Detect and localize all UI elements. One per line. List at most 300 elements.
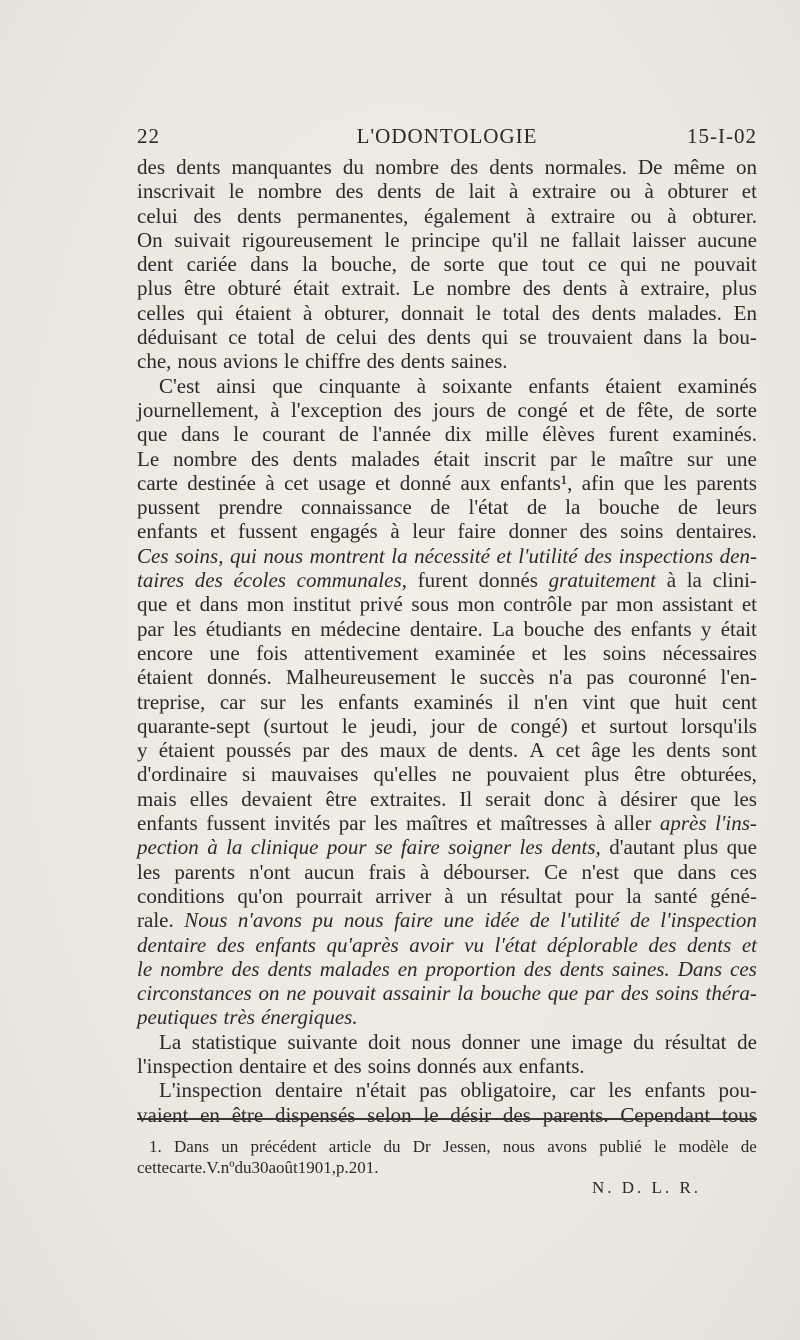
word: Le [412,276,435,301]
word: afin [581,470,615,495]
word: y [700,616,712,641]
word: qui [620,252,647,277]
word: De [637,155,663,179]
word: maîtresses [500,811,588,836]
word: malades [350,446,420,471]
word: de [677,495,698,520]
word: sont [721,738,757,763]
word: à [444,883,454,908]
word: prendre [218,495,283,520]
word: aux [482,1053,513,1078]
word: montrent [309,543,385,568]
word: résultat [500,883,563,908]
word: vaient [137,1102,189,1127]
word: dents, [551,835,601,860]
text-line [137,155,757,179]
word: de [526,495,547,520]
word: une [530,1029,561,1054]
word: suivante [287,1029,358,1054]
word: le [590,446,606,471]
word: théra- [705,981,757,1006]
word: idée [484,908,520,933]
word: les [374,811,398,836]
word: elles [189,786,229,811]
word: la [565,495,581,520]
word: des [551,300,580,325]
word: et [580,713,597,738]
word: Ces [137,543,169,568]
word: principe [411,227,481,252]
text-line [137,738,757,762]
word: qu'il [491,227,529,252]
word: inscrit [483,446,537,471]
word: à [596,811,606,836]
word: de [430,495,451,520]
text-line [137,1103,757,1127]
word: enfants¹, [500,470,573,495]
word: avons [547,1137,587,1156]
word: aller [614,811,652,836]
word: jeudi, [370,713,418,738]
word: les [173,616,197,641]
word: était [433,446,470,471]
word: le [137,956,153,981]
word: y [137,738,148,763]
text-line [137,519,757,543]
word: dans [677,859,717,884]
word: maîtres [406,811,468,836]
word: en [397,956,418,981]
word: mauvaises [270,762,359,787]
word: 201. [348,1158,379,1177]
word: enfants [528,373,590,398]
word: nº [220,1158,235,1177]
word: des [523,956,552,981]
word: âge [591,738,621,763]
word: dents [292,446,338,471]
word: journellement, [137,397,259,422]
word: pas [419,1078,448,1103]
word: le [228,179,244,204]
word: des [450,155,479,179]
word: maître [619,446,674,471]
word: plus [721,276,757,301]
word: nombre [172,446,238,471]
text-line [137,1005,757,1029]
text-line [137,787,757,811]
word: dentaire [238,1053,307,1078]
running-title: L'ODONTOLOGIE [356,124,538,148]
word: l'exception [290,397,383,422]
word: que [272,373,303,398]
text-line [137,1054,757,1078]
text-line [137,957,757,981]
word: parents [174,859,236,884]
word: des [648,932,677,957]
text-line [137,617,757,641]
word: les [519,835,543,860]
word: qu'après [326,932,399,957]
word: de [529,908,550,933]
word: sorte [443,252,485,277]
word: extrait. [341,276,401,301]
word: nombre [257,179,322,204]
word: congé) [510,713,568,738]
word: déduisant [137,325,218,350]
word: dent [137,252,174,277]
word: serait [485,786,531,811]
word: On [137,227,163,252]
word: étaient [235,300,292,325]
word: à [265,470,275,495]
word: image [571,1029,623,1054]
word: du [342,155,364,179]
word: des [393,397,422,422]
word: La [159,1029,182,1054]
word: l'utilité [518,543,578,568]
word: L'inspection [159,1078,262,1103]
word: furent [417,568,468,593]
word: cet [284,470,309,495]
word: communales, [296,568,407,593]
word: trouvaient [547,325,633,350]
word: enfants [137,519,198,544]
word: à [207,835,218,860]
word: donner [508,519,567,544]
word: bouche [480,981,541,1006]
word: car [569,1078,596,1103]
word: enfants [255,932,316,957]
word: manquantes [231,155,332,179]
word: de [437,738,458,763]
word: et [312,1053,328,1078]
word: de [477,713,498,738]
word: den- [719,543,757,568]
word: n'est [581,859,620,884]
word: santé [654,883,698,908]
word: inspections [618,543,714,568]
word: proportion [425,956,516,981]
word: frais [368,859,406,884]
word: nous [502,1137,536,1156]
word: à [525,203,536,228]
word: dents [237,203,282,228]
word: saines. [611,956,670,981]
word: dents [591,300,636,325]
word: sorte [716,397,757,422]
word: à [619,276,629,301]
word: soins [602,640,647,665]
text-line [137,762,757,786]
word: cet [555,738,581,763]
word: nombre [446,276,511,301]
word: avoir [409,932,454,957]
word: jours [432,397,475,422]
word: Il [459,786,473,811]
word: clini- [712,568,757,593]
word: nécessité [414,543,490,568]
word: celui [336,325,378,350]
word: permanentes, [297,203,409,228]
word: que [137,592,168,617]
word: août [268,1158,298,1177]
word: cent [722,689,757,714]
word: engagés [310,519,378,544]
word: le [423,1102,439,1127]
word: le [384,227,400,252]
word: dix [444,422,472,447]
word: des [340,738,369,763]
body-text [137,155,757,1127]
word: enfants [137,811,198,836]
word: être [231,1102,264,1127]
word: étaient [158,738,215,763]
word: les [663,470,687,495]
word: écoles [233,568,286,593]
word: dentaire [275,1078,343,1103]
word: mon [246,592,285,617]
word: l'ins- [715,811,757,836]
word: bouche [598,495,660,520]
word: che, [137,349,172,374]
word: nécessaires [662,640,757,665]
word: aucun [304,859,355,884]
word: extraire [532,179,597,204]
word: à [390,519,400,544]
word: dents [426,325,471,350]
text-line [137,398,757,422]
word: obturées, [680,762,757,787]
word: les [631,738,656,763]
word: En [733,300,757,325]
word: n'en [533,689,568,714]
word: dents [176,155,221,179]
word: dans [181,422,220,447]
issue-date: 15-I-02 [687,124,757,148]
word: leur [412,519,445,544]
word: par [338,811,366,836]
word: cinquante [318,373,401,398]
word: pour [574,883,614,908]
word: l'état [494,932,537,957]
word: énergiques. [260,1005,358,1030]
word: tout [541,252,575,277]
word: A [529,738,545,763]
word: qui [481,325,509,350]
word: des [335,179,364,204]
word: obturer, [324,300,390,325]
word: être [325,786,357,811]
footnote-line [137,1136,757,1157]
word: dans [250,252,289,277]
word: sur [260,689,286,714]
page-number: 22 [137,124,160,148]
word: des [333,1053,362,1078]
word: dentaire. [409,616,483,641]
word: pas [586,665,615,690]
word: enfants. [518,1053,585,1078]
word: total [257,325,295,350]
text-line [137,422,757,446]
text-line [137,349,757,373]
word: des [593,616,622,641]
footnote [137,1136,757,1178]
word: ce [228,325,247,350]
word: inscrivait [137,179,216,204]
word: courant [262,422,326,447]
word: par [580,592,608,617]
word: modèle [678,1137,729,1156]
word: Ce [544,859,568,884]
word: ne [286,981,307,1006]
word: doit [368,1029,401,1054]
word: peutiques [137,1005,218,1030]
word: géné- [710,883,757,908]
word: étaient [137,665,193,690]
word: pu [312,908,334,933]
word: obturer. [692,203,757,228]
word: à [416,373,427,398]
word: quarante-sept [137,713,251,738]
text-line [137,860,757,884]
text-line [137,301,757,325]
word: soins [655,981,699,1006]
word: l'état [468,495,509,520]
word: n'était [355,1078,407,1103]
word: contrôle [503,592,573,617]
word: laisser [632,227,686,252]
word: à [509,179,519,204]
word: privé [359,592,403,617]
text-line [137,204,757,228]
word: donné [399,470,452,495]
word: donnés [416,1053,477,1078]
word: pou- [718,1078,757,1103]
word: du [234,1158,252,1177]
word: examinés. [672,422,757,447]
word: qu'elles [373,762,437,787]
word: dentaire [137,932,207,957]
word: chiffre [305,349,361,374]
word: la [391,543,408,568]
word: des [250,446,279,471]
word: rigoureusement [242,227,373,252]
footnote-line [137,1157,757,1178]
word: parents. [542,1102,609,1127]
word: et [741,592,757,617]
word: fussent [206,811,266,836]
word: lorsqu'ils [680,713,757,738]
word: ou [630,203,652,228]
word: nombre [374,155,440,179]
word: surtout [609,713,668,738]
word: si [242,762,257,787]
word: p. [336,1158,349,1177]
word: bouche [523,616,585,641]
word: enfants [630,616,692,641]
word: ou [609,179,631,204]
word: bou- [718,325,757,350]
word: par [549,446,577,471]
text-line [137,1030,757,1054]
word: dents [559,956,605,981]
word: des [216,932,245,957]
word: obligatoire, [460,1078,557,1103]
text-line [137,495,757,519]
word: leurs [716,495,757,520]
text-line [137,544,757,568]
word: soins [620,519,664,544]
word: fête, [636,397,674,422]
word: Dr [412,1137,431,1156]
word: très [223,1005,255,1030]
word: les [733,786,757,811]
text-line [137,933,757,957]
word: conditions [137,883,225,908]
word: cariée [186,252,237,277]
word: des [387,325,416,350]
word: pussent [137,495,200,520]
running-header [137,124,757,154]
word: mon [457,592,495,617]
word: pection [137,835,199,860]
word: plus [584,762,620,787]
text-line [137,1078,757,1102]
word: pouvaient [486,762,570,787]
word: ainsi [216,373,257,398]
word: carte [137,470,178,495]
word: ces [730,859,757,884]
word: examinés [677,373,757,398]
word: n'ont [249,859,291,884]
word: étaient [605,373,662,398]
text-line [137,179,757,203]
word: que [498,252,529,277]
word: arriver [375,883,432,908]
text-line [137,568,757,592]
word: le [233,422,249,447]
word: poussés [225,738,292,763]
word: à [667,203,677,228]
word: la [457,981,474,1006]
word: soixante [442,373,513,398]
word: nous [177,349,218,374]
footnote-divider [137,1118,757,1121]
word: en [200,1102,220,1127]
word: selon [367,1102,412,1127]
word: mon [616,592,654,617]
word: connaissance [301,495,412,520]
word: dents [377,179,422,204]
word: 30 [251,1158,269,1177]
word: dispensés [274,1102,356,1127]
word: jour [430,713,465,738]
word: dents [562,276,608,301]
word: être [634,762,666,787]
word: examinée [434,640,516,665]
word: malades. [647,300,722,325]
word: publié [599,1137,642,1156]
word: ne [660,252,681,277]
word: aux [460,470,491,495]
word: par [302,738,330,763]
word: des [502,1102,531,1127]
word: gratuitement [548,568,656,593]
word: extraire [550,203,616,228]
word: à [419,859,430,884]
word: était [720,616,757,641]
word: pourrait [296,883,363,908]
